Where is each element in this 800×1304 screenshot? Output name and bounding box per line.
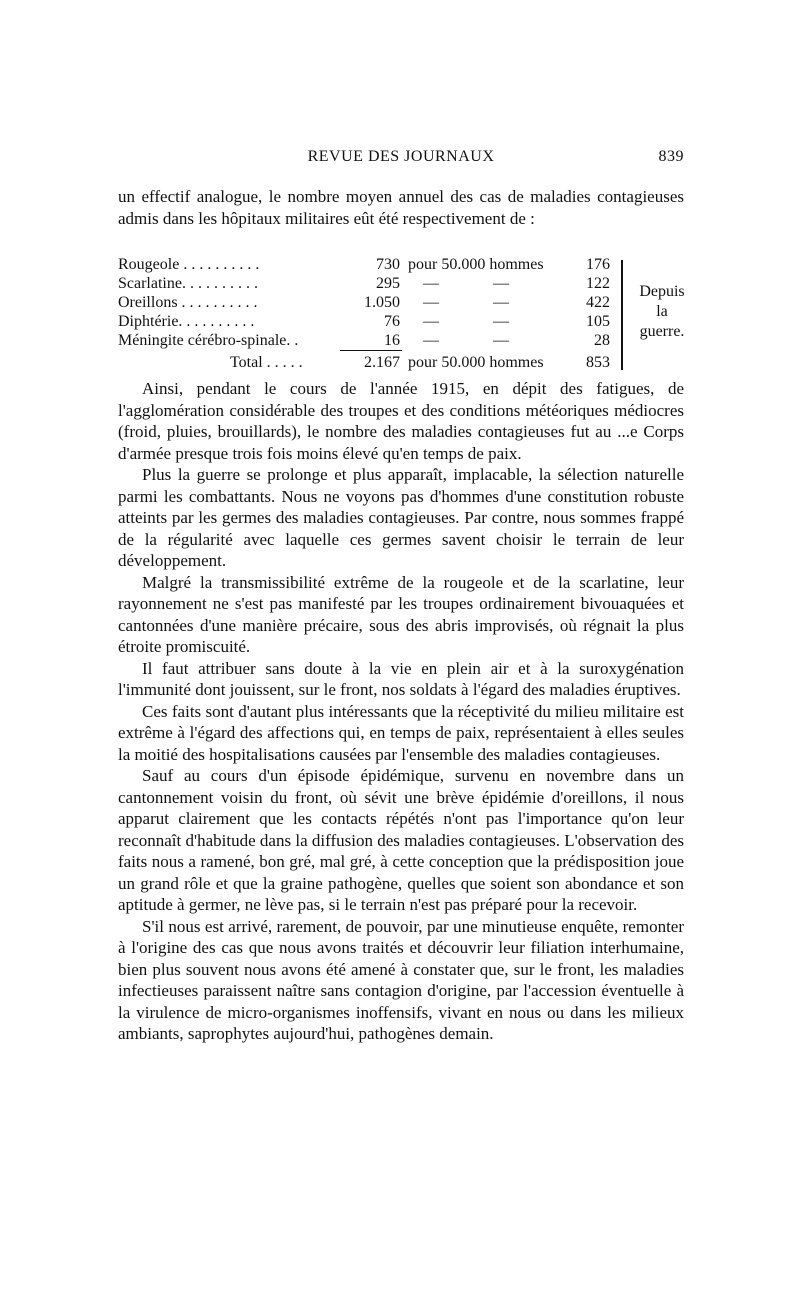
unit-text: pour 50.000 hommes xyxy=(408,256,544,273)
page-number: 839 xyxy=(658,148,684,165)
case-count: 730 xyxy=(376,256,400,273)
disease-label: Diphtérie. . . . . . . . . . xyxy=(118,313,255,330)
table-row xyxy=(118,332,684,352)
rate-value: 422 xyxy=(586,294,610,311)
journal-title: REVUE DES JOURNAUX xyxy=(307,148,495,165)
paragraph: Plus la guerre se prolonge et plus apparaît, implacable, la sélection naturelle parmi les combattants. Nous ne voyons pas d'hommes d'une constitution robuste atteints par les germes des maladies contagieuses. Par contre, nous sommes frappé de la régularité avec laquelle ces germes savent choisir le terrain de leur développement. xyxy=(118,465,684,570)
table-row xyxy=(118,313,684,333)
ditto-dash: — xyxy=(493,313,509,330)
disease-label: Méningite cérébro-spinale. . xyxy=(118,332,299,349)
paragraph: Ces faits sont d'autant plus intéressants que la réceptivité du milieu militaire est extrême à l'égard des affections qui, en temps de paix, représentaient à elles seules la moitié des hospitalisations causées par l'ensemble des maladies contagieuses. xyxy=(118,701,684,764)
intro-paragraph: un effectif analogue, le nombre moyen annuel des cas de maladies contagieuses admis dans les hôpitaux militaires eût été respectivement de : xyxy=(118,187,684,228)
table-row xyxy=(118,256,684,276)
paragraph: Malgré la transmissibilité extrême de la rougeole et de la scarlatine, leur rayonnement ne s'est pas manifesté par les troupes ordinairement bivouaquées et cantonnées d'une manière précaire, sous des abris improvisés, où régnait la plus étroite promiscuité. xyxy=(118,572,684,656)
paragraph: Sauf au cours d'un épisode épidémique, survenu en novembre dans un cantonnement voisin du front, où sévit une brève épidémie d'oreillons, il nous apparut clairement que les contacts répétés n'ont pas l'importance qu'on leur reconnaît d'habitude dans la diffusion des maladies contagieuses. L'observation des faits nous a ramené, bon gré, mal gré, à cette conception que la prédisposition joue un grand rôle et que la graine pathogène, quelles que soient son abondance et son aptitude à germer, ne lève pas, si le terrain n'est pas préparé pour la recevoir. xyxy=(118,766,684,914)
total-label: Total . . . . . xyxy=(230,354,303,371)
total-count: 2.167 xyxy=(364,354,400,371)
disease-table xyxy=(118,256,684,374)
ditto-dash: — xyxy=(423,294,439,311)
paragraph: S'il nous est arrivé, rarement, de pouvoir, par une minutieuse enquête, remonter à l'origine des cas que nous avons traités et découvrir leur filiation interhumaine, bien plus souvent nous avons été amené à constater que, sur le front, les maladies infectieuses paraissent naître sans contagion d'origine, par l'accession éventuelle à la virulence de micro-organismes inoffensifs, vivant en nous ou dans les milieux ambiants, saprophytes aujourd'hui, pathogènes demain. xyxy=(118,916,684,1043)
rate-value: 105 xyxy=(586,313,610,330)
ditto-dash: — xyxy=(423,313,439,330)
case-count: 295 xyxy=(376,275,400,292)
table-total-row xyxy=(118,354,684,374)
note-line: la xyxy=(656,303,668,320)
ditto-dash: — xyxy=(423,275,439,292)
note-line: Depuis xyxy=(639,283,685,300)
note-line: guerre. xyxy=(639,323,685,340)
ditto-dash: — xyxy=(493,294,509,311)
paragraph: Il faut attribuer sans doute à la vie en plein air et à la suroxygénation l'immunité dont jouissent, sur le front, nos soldats à l'égard des maladies éruptives. xyxy=(118,658,684,699)
total-rule xyxy=(340,350,402,351)
disease-label: Rougeole . . . . . . . . . . xyxy=(118,256,260,273)
case-count: 1.050 xyxy=(364,294,400,311)
disease-label: Scarlatine. . . . . . . . . . xyxy=(118,275,258,292)
total-rate: 853 xyxy=(586,354,610,371)
case-count: 76 xyxy=(384,313,400,330)
body-text xyxy=(118,378,684,1045)
table-row xyxy=(118,294,684,314)
bracket-line xyxy=(621,260,623,370)
table-row xyxy=(118,275,684,295)
disease-label: Oreillons . . . . . . . . . . xyxy=(118,294,258,311)
paragraph: Ainsi, pendant le cours de l'année 1915, en dépit des fatigues, de l'agglomération considérable des troupes et des conditions météoriques médiocres (froid, pluies, brouillards), le nombre des maladies contagieuses fut au ...e Corps d'armée presque trois fois moins élevé qu'en temps de paix. xyxy=(118,379,684,463)
bracket-note xyxy=(638,282,686,342)
ditto-dash: — xyxy=(493,275,509,292)
running-header xyxy=(118,148,684,172)
case-count: 16 xyxy=(384,332,400,349)
rate-value: 122 xyxy=(586,275,610,292)
ditto-dash: — xyxy=(423,332,439,349)
ditto-dash: — xyxy=(493,332,509,349)
rate-value: 176 xyxy=(586,256,610,273)
rate-value: 28 xyxy=(594,332,610,349)
unit-text: pour 50.000 hommes xyxy=(408,354,544,371)
